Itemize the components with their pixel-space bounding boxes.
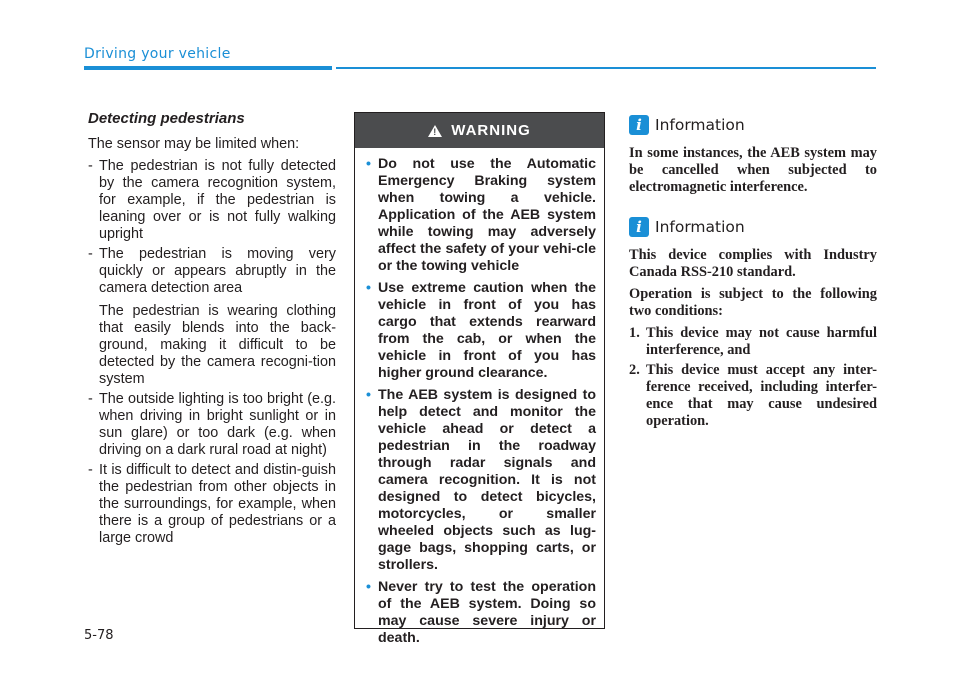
information-title: Information <box>655 115 745 134</box>
bullet-icon: • <box>366 579 371 595</box>
section-title: Driving your vehicle <box>84 46 231 62</box>
information-heading <box>629 216 877 238</box>
information-title: Information <box>655 217 745 236</box>
header-rule-thick <box>84 66 332 70</box>
warning-item-text: Use extreme caution when the vehicle in front of you has cargo that extends rearward from the cab, or when the vehicle in front of you has higher ground clearance. <box>378 280 596 381</box>
warning-box <box>354 112 605 646</box>
warning-item-text: Never try to test the operation of the AEB system. Doing so may cause severe injury or death. <box>378 579 596 646</box>
list-dash: - <box>88 462 93 478</box>
list-item-text: The pedestrian is not fully detected by the camera recognition system, for example, if the pedestrian is leaning over or is not fully walking upright <box>99 158 336 242</box>
list-dash: - <box>88 391 93 407</box>
item-number: 2. <box>629 362 640 378</box>
list-item <box>88 462 336 547</box>
warning-icon-mark: ! <box>433 126 438 137</box>
information-text: Operation is subject to the following two conditions: <box>629 286 877 319</box>
bullet-icon: • <box>366 156 371 172</box>
warning-triangle-icon <box>428 125 442 137</box>
numbered-item-text: This device may not cause harmful interference, and <box>646 325 877 358</box>
list-item-subparagraph: The pedestrian is wearing clothing that easily blends into the back-ground, making it difficult to be detected by the camera recogni-tion system <box>99 303 336 387</box>
warning-header <box>355 113 604 148</box>
information-text: This device complies with Industry Canada RSS-210 standard. <box>629 247 877 280</box>
list-item <box>88 246 336 297</box>
warning-list <box>355 148 604 647</box>
list-item <box>88 158 336 243</box>
header-rule-thin <box>336 67 876 69</box>
warning-item <box>366 387 596 574</box>
page-number: 5-78 <box>84 628 114 643</box>
list-item <box>88 391 336 459</box>
numbered-item <box>629 362 877 430</box>
information-icon: i <box>629 115 649 135</box>
left-column <box>88 110 336 550</box>
warning-item-text: Do not use the Automatic Emergency Braking system when towing a vehicle. Application of the AEB system while towing may adversely affect the safety of your vehi-cle or the towing vehicle <box>378 156 596 274</box>
list-item-text: It is difficult to detect and distin-guish the pedestrian from other objects in the surroundings, for example, when there is a group of pedestrians or a large crowd <box>99 462 336 546</box>
section-subheading: Detecting pedestrians <box>88 110 245 127</box>
information-heading <box>629 114 877 136</box>
warning-item-text: The AEB system is designed to help detect and monitor the vehicle ahead or detect a pedestrian in the roadway through radar signals and camera recognition. It is not designed to detect bicycles, motorcycles, or smaller wheeled objects such as lug-gage bags, shopping carts, or strollers. <box>378 387 596 573</box>
warning-item <box>366 156 596 275</box>
information-icon: i <box>629 217 649 237</box>
right-column <box>629 114 877 433</box>
item-number: 1. <box>629 325 640 341</box>
numbered-item <box>629 325 877 359</box>
warning-item <box>366 579 596 647</box>
list-dash: - <box>88 246 93 262</box>
bullet-icon: • <box>366 280 371 296</box>
bullet-icon: • <box>366 387 371 403</box>
intro-text: The sensor may be limited when: <box>88 136 300 152</box>
list-item-text: The pedestrian is moving very quickly or appears abruptly in the camera detection area <box>99 246 336 296</box>
list-dash: - <box>88 158 93 174</box>
information-text: In some instances, the AEB system may be cancelled when subjected to electromagnetic interference. <box>629 145 877 195</box>
warning-item <box>366 280 596 382</box>
numbered-item-text: This device must accept any inter-ference received, including interfer-ence that may cause undesired operation. <box>646 362 877 429</box>
warning-title: WARNING <box>451 122 531 139</box>
list-item-text: The outside lighting is too bright (e.g. when driving in bright sunlight or in sun glare) or too dark (e.g. when driving on a dark rural road at night) <box>99 391 336 458</box>
